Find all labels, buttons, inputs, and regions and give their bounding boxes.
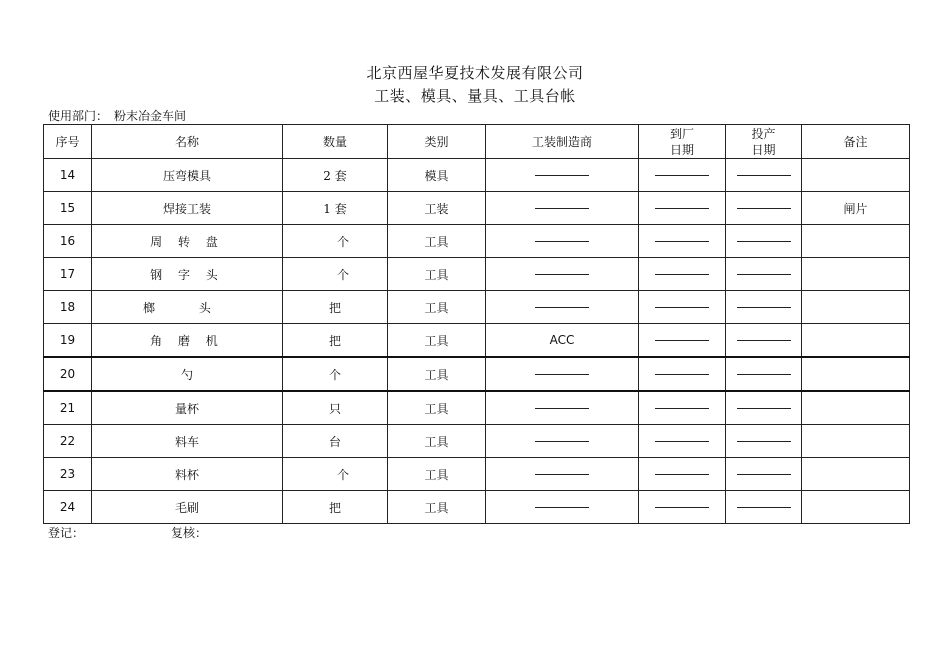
name-cell: 焊接工装 — [92, 192, 283, 225]
arrival-date-cell — [639, 324, 726, 358]
seq-cell: 23 — [44, 458, 92, 491]
seq-cell: 20 — [44, 357, 92, 391]
remark-cell — [802, 159, 910, 192]
seq-cell: 14 — [44, 159, 92, 192]
category-cell: 工具 — [388, 425, 486, 458]
empty-dash — [737, 208, 791, 209]
col-header-remark: 备注 — [802, 125, 910, 159]
empty-dash — [737, 175, 791, 176]
empty-dash — [535, 307, 589, 308]
remark-cell — [802, 391, 910, 425]
maker-cell — [486, 258, 639, 291]
empty-dash — [535, 241, 589, 242]
name-cell: 量杯 — [92, 391, 283, 425]
category-cell: 工具 — [388, 324, 486, 358]
header-row — [44, 125, 910, 159]
table-row — [44, 425, 910, 458]
qty-cell: 台 — [283, 425, 388, 458]
empty-dash — [655, 374, 709, 375]
seq-cell: 15 — [44, 192, 92, 225]
empty-dash — [737, 241, 791, 242]
qty-cell: 个 — [283, 258, 388, 291]
table-row — [44, 159, 910, 192]
name-cell: 角 磨 机 — [92, 324, 283, 358]
empty-dash — [737, 474, 791, 475]
qty-cell: 2 套 — [283, 159, 388, 192]
arrival-date-cell — [639, 225, 726, 258]
remark-cell — [802, 491, 910, 524]
name-cell: 压弯模具 — [92, 159, 283, 192]
category-cell: 工具 — [388, 357, 486, 391]
category-cell: 工具 — [388, 225, 486, 258]
arrival-date-cell — [639, 425, 726, 458]
qty-cell: 1 套 — [283, 192, 388, 225]
remark-cell: 闸片 — [802, 192, 910, 225]
col-header-arrival-date — [639, 125, 726, 159]
empty-dash — [655, 241, 709, 242]
maker-cell — [486, 192, 639, 225]
maker-cell — [486, 291, 639, 324]
name-cell: 榔 头 — [92, 291, 283, 324]
production-line-1: 投产 — [751, 126, 776, 141]
department-value: 粉末冶金车间 — [108, 109, 204, 125]
ledger-body — [44, 159, 910, 524]
col-header-production-date — [726, 125, 802, 159]
maker-cell — [486, 425, 639, 458]
production-date-cell — [726, 225, 802, 258]
seq-cell: 24 — [44, 491, 92, 524]
seq-cell: 18 — [44, 291, 92, 324]
col-header-seq: 序号 — [44, 125, 92, 159]
seq-cell: 17 — [44, 258, 92, 291]
production-date-cell — [726, 159, 802, 192]
qty-cell: 只 — [283, 391, 388, 425]
production-line-2: 日期 — [751, 142, 776, 157]
empty-dash — [655, 340, 709, 341]
arrival-date-cell — [639, 491, 726, 524]
remark-cell — [802, 357, 910, 391]
production-date-cell — [726, 291, 802, 324]
empty-dash — [655, 441, 709, 442]
arrival-line-1: 到厂 — [669, 126, 694, 141]
table-row — [44, 258, 910, 291]
department-line — [48, 107, 204, 125]
name-cell: 周 转 盘 — [92, 225, 283, 258]
empty-dash — [655, 474, 709, 475]
empty-dash — [535, 474, 589, 475]
empty-dash — [535, 507, 589, 508]
maker-cell — [486, 159, 639, 192]
empty-dash — [737, 340, 791, 341]
empty-dash — [737, 507, 791, 508]
arrival-date-cell — [639, 159, 726, 192]
ledger-title: 工装、模具、量具、工具台帐 — [374, 87, 576, 105]
production-date-cell — [726, 458, 802, 491]
table-row — [44, 225, 910, 258]
table-row — [44, 391, 910, 425]
col-header-category: 类别 — [388, 125, 486, 159]
qty-cell: 个 — [283, 225, 388, 258]
company-title: 北京西屋华夏技术发展有限公司 — [366, 64, 584, 82]
empty-dash — [737, 408, 791, 409]
col-header-maker: 工装制造商 — [486, 125, 639, 159]
table-row — [44, 491, 910, 524]
category-cell: 工具 — [388, 458, 486, 491]
remark-cell — [802, 258, 910, 291]
arrival-date-cell — [639, 458, 726, 491]
maker-cell — [486, 357, 639, 391]
table-row — [44, 192, 910, 225]
category-cell: 工具 — [388, 291, 486, 324]
production-date-cell — [726, 425, 802, 458]
empty-dash — [535, 408, 589, 409]
empty-dash — [737, 307, 791, 308]
empty-dash — [737, 374, 791, 375]
empty-dash — [535, 175, 589, 176]
empty-dash — [535, 274, 589, 275]
maker-cell — [486, 391, 639, 425]
production-date-cell — [726, 391, 802, 425]
empty-dash — [737, 441, 791, 442]
qty-cell: 个 — [283, 458, 388, 491]
category-cell: 工具 — [388, 391, 486, 425]
qty-cell: 把 — [283, 491, 388, 524]
arrival-line-2: 日期 — [669, 142, 694, 157]
remark-cell — [802, 425, 910, 458]
review-label: 复核： — [171, 526, 208, 540]
qty-cell: 把 — [283, 291, 388, 324]
name-cell: 钢 字 头 — [92, 258, 283, 291]
department-label: 使用部门： — [48, 109, 109, 123]
production-date-cell — [726, 357, 802, 391]
production-date-cell — [726, 491, 802, 524]
category-cell: 模具 — [388, 159, 486, 192]
qty-cell: 把 — [283, 324, 388, 358]
register-label: 登记： — [48, 526, 85, 540]
empty-dash — [535, 441, 589, 442]
qty-cell: 个 — [283, 357, 388, 391]
table-row — [44, 291, 910, 324]
empty-dash — [655, 175, 709, 176]
production-date-cell — [726, 192, 802, 225]
category-cell: 工装 — [388, 192, 486, 225]
remark-cell — [802, 458, 910, 491]
table-row — [44, 324, 910, 358]
empty-dash — [535, 208, 589, 209]
remark-cell — [802, 324, 910, 358]
name-cell: 料杯 — [92, 458, 283, 491]
col-header-name: 名称 — [92, 125, 283, 159]
empty-dash — [655, 208, 709, 209]
maker-cell — [486, 491, 639, 524]
empty-dash — [655, 507, 709, 508]
arrival-date-cell — [639, 291, 726, 324]
name-cell: 勺 — [92, 357, 283, 391]
col-header-qty: 数量 — [283, 125, 388, 159]
empty-dash — [655, 274, 709, 275]
table-row — [44, 357, 910, 391]
ledger-table — [43, 124, 910, 524]
production-date-cell — [726, 258, 802, 291]
seq-cell: 21 — [44, 391, 92, 425]
name-cell: 料车 — [92, 425, 283, 458]
arrival-date-cell — [639, 391, 726, 425]
empty-dash — [535, 374, 589, 375]
category-cell: 工具 — [388, 258, 486, 291]
arrival-date-cell — [639, 192, 726, 225]
maker-cell — [486, 225, 639, 258]
arrival-date-cell — [639, 258, 726, 291]
category-cell: 工具 — [388, 491, 486, 524]
name-cell: 毛刷 — [92, 491, 283, 524]
production-date-cell — [726, 324, 802, 358]
empty-dash — [737, 274, 791, 275]
table-row — [44, 458, 910, 491]
empty-dash — [655, 307, 709, 308]
maker-cell — [486, 458, 639, 491]
maker-cell: ACC — [486, 324, 639, 358]
remark-cell — [802, 291, 910, 324]
empty-dash — [655, 408, 709, 409]
remark-cell — [802, 225, 910, 258]
seq-cell: 22 — [44, 425, 92, 458]
arrival-date-cell — [639, 357, 726, 391]
seq-cell: 16 — [44, 225, 92, 258]
seq-cell: 19 — [44, 324, 92, 358]
